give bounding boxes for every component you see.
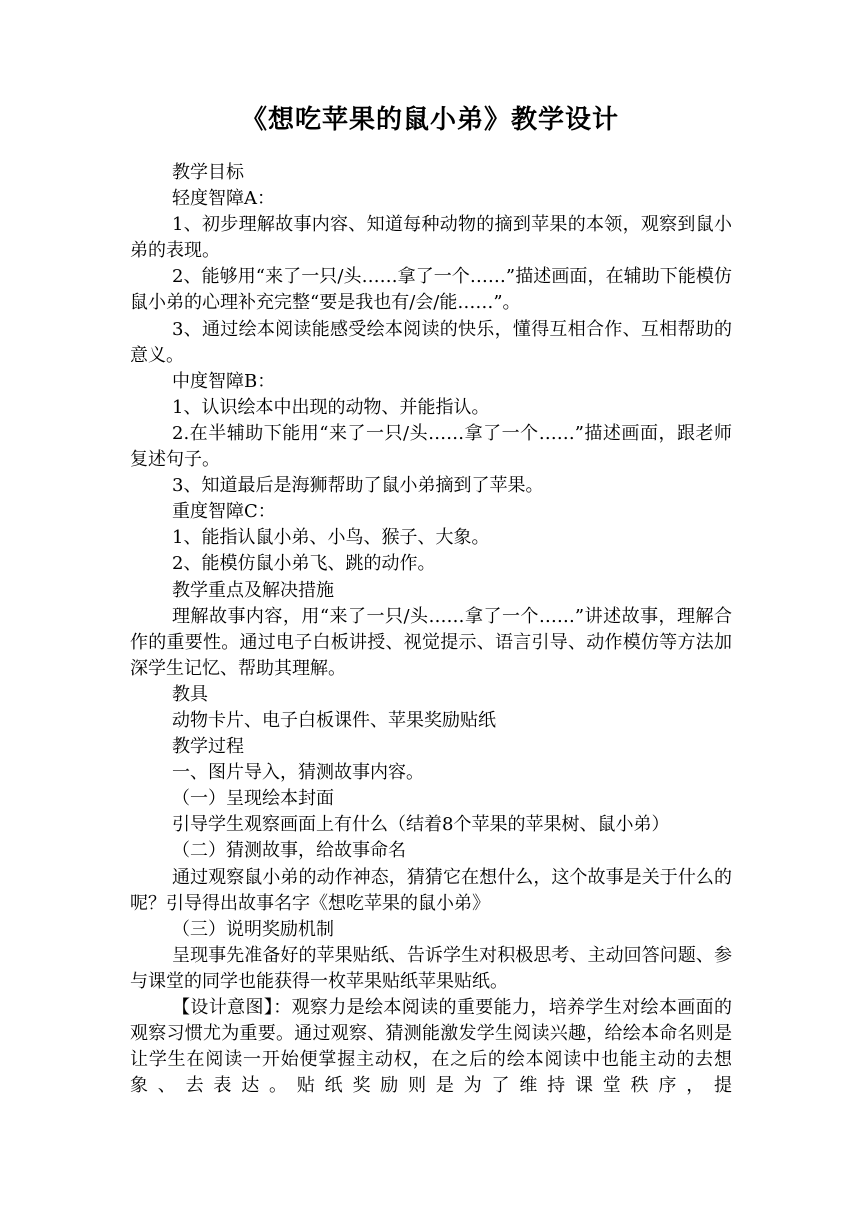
process-step-heading: 一、图片导入，猜测故事内容。: [172, 762, 424, 784]
section-heading-key-points: 教学重点及解决措施: [172, 579, 334, 601]
objective-item: 3、通过绘本阅读能感受绘本阅读的快乐，懂得互相合作、互相帮助的意义。: [130, 318, 732, 366]
document-title: 《想吃苹果的鼠小弟》教学设计: [240, 105, 619, 135]
objective-item: 3、知道最后是海狮帮助了鼠小弟摘到了苹果。: [172, 475, 544, 497]
objective-item: 2.在半辅助下能用“来了一只/头……拿了一个……”描述画面，跟老师复述句子。: [130, 422, 732, 471]
objective-item: 2、能够用“来了一只/头……拿了一个……”描述画面，在辅助下能模仿鼠小弟的心理补充完整“要是我也有/会/能……”。: [130, 266, 732, 314]
process-substep-heading: （二）猜测故事，给故事命名: [172, 840, 406, 862]
objective-item: 1、认识绘本中出现的动物、并能指认。: [172, 396, 490, 418]
section-heading-objectives: 教学目标: [172, 162, 244, 183]
objective-item: 1、能指认鼠小弟、小鸟、猴子、大象。: [172, 527, 490, 549]
process-text: 通过观察鼠小弟的动作神态，猜猜它在想什么，这个故事是关于什么的呢？引导得出故事名字《想吃苹果的鼠小弟》: [130, 866, 732, 914]
process-text: 引导学生观察画面上有什么（结着8个苹果的苹果树、鼠小弟）: [172, 814, 670, 836]
design-intent-text: 【设计意图】：观察力是绘本阅读的重要能力，培养学生对绘本画面的观察习惯尤为重要。通过观察、猜测能激发学生阅读兴趣，给绘本命名则是让学生在阅读一开始便掌握主动权，在之后的绘本阅读中也能主动的去想象、去表达。贴纸奖励则是为了维持课堂秩序，提: [130, 997, 732, 1097]
teaching-aids-text: 动物卡片、电子白板课件、苹果奖励贴纸: [172, 709, 496, 731]
document-body: [130, 160, 732, 1099]
level-heading-mild: 轻度智障A：: [172, 188, 275, 210]
section-heading-process: 教学过程: [172, 736, 244, 758]
process-text: 呈现事先准备好的苹果贴纸、告诉学生对积极思考、主动回答问题、参与课堂的同学也能获得一枚苹果贴纸苹果贴纸。: [130, 944, 732, 992]
process-substep-heading: （三）说明奖励机制: [172, 918, 334, 940]
key-points-text: 理解故事内容，用“来了一只/头……拿了一个……”讲述故事，理解合作的重要性。通过电子白板讲授、视觉提示、语言引导、动作模仿等方法加深学生记忆、帮助其理解。: [130, 605, 732, 679]
objective-item: 1、初步理解故事内容、知道每种动物的摘到苹果的本领，观察到鼠小弟的表现。: [130, 214, 732, 262]
section-heading-teaching-aids: 教具: [172, 683, 208, 705]
level-heading-moderate: 中度智障B：: [172, 370, 276, 392]
process-substep-heading: （一）呈现绘本封面: [172, 788, 334, 810]
objective-item: 2、能模仿鼠小弟飞、跳的动作。: [172, 553, 436, 575]
level-heading-severe: 重度智障C：: [172, 501, 276, 523]
